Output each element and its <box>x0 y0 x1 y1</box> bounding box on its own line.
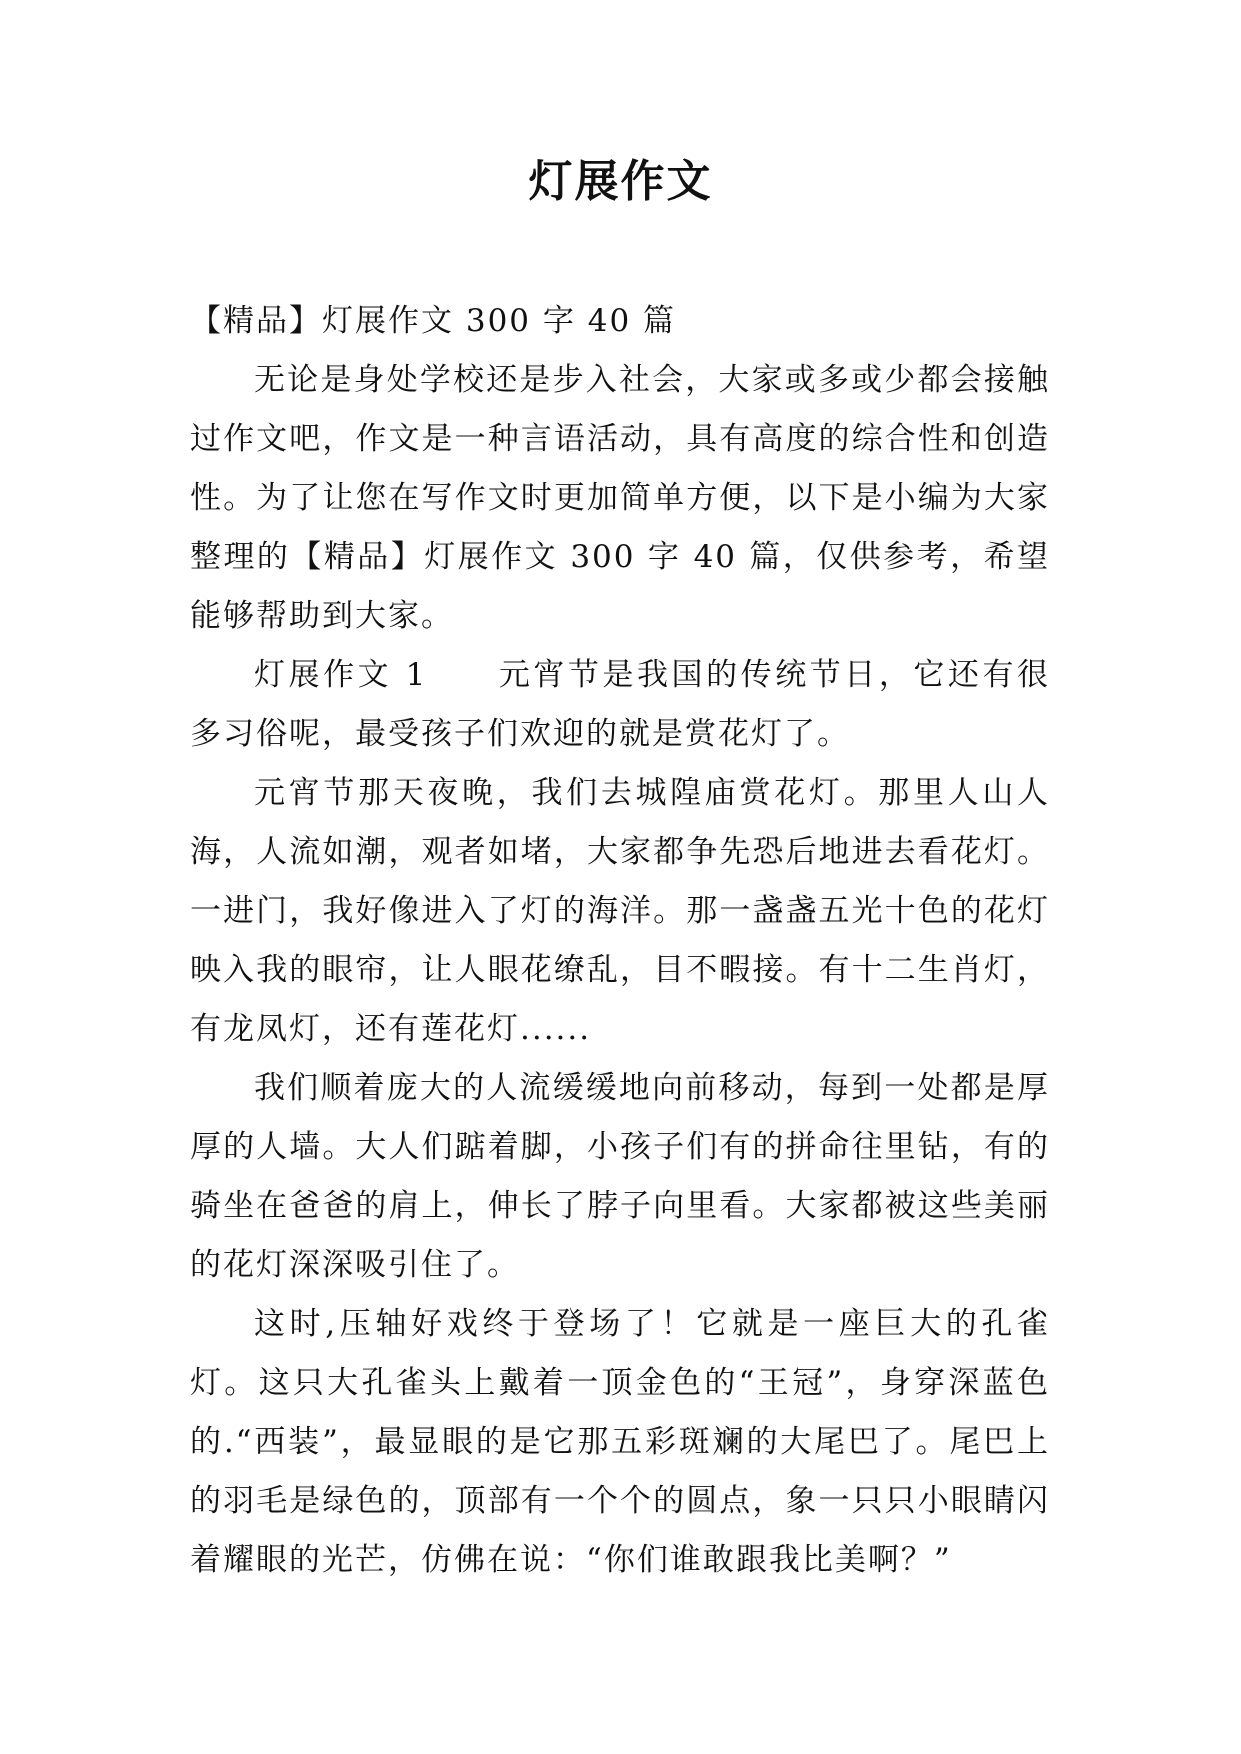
essay-1-paragraph-4: 这时,压轴好戏终于登场了！它就是一座巨大的孔雀灯。这只大孔雀头上戴着一顶金色的“王冠”，身穿深蓝色的.“西装”，最显眼的是它那五彩斑斓的大尾巴了。尾巴上的羽毛是绿色的，顶部有一个个的圆点，象一只只小眼睛闪着耀眼的光芒，仿佛在说：“你们谁敢跟我比美啊？” <box>190 1306 1050 1578</box>
intro-paragraph: 无论是身处学校还是步入社会，大家或多或少都会接触过作文吧，作文是一种言语活动，具有高度的综合性和创造性。为了让您在写作文时更加简单方便，以下是小编为大家整理的【精品】灯展作文 300 字 40 篇，仅供参考，希望能够帮助到大家。 <box>190 362 1050 634</box>
essay-1-first-paragraph <box>190 646 1050 764</box>
document-subtitle: 【精品】灯展作文 300 字 40 篇 <box>190 303 677 339</box>
essay-1-paragraph-3: 我们顺着庞大的人流缓缓地向前移动，每到一处都是厚厚的人墙。大人们踮着脚，小孩子们有的拼命往里钻，有的骑坐在爸爸的肩上，伸长了脖子向里看。大家都被这些美丽的花灯深深吸引住了。 <box>190 1070 1050 1283</box>
essay-1-heading: 灯展作文 1 <box>254 657 428 693</box>
essay-1-paragraph-1: 元宵节是我国的传统节日，它还有很多习俗呢，最受孩子们欢迎的就是赏花灯了。 <box>190 657 1050 752</box>
document-body <box>190 292 1050 1590</box>
essay-1-paragraph-2: 元宵节那天夜晚，我们去城隍庙赏花灯。那里人山人海，人流如潮，观者如堵，大家都争先恐后地进去看花灯。一进门，我好像进入了灯的海洋。那一盏盏五光十色的花灯映入我的眼帘，让人眼花缭乱，目不暇接。有十二生肖灯，有龙凤灯，还有莲花灯...... <box>190 775 1050 1047</box>
document-title: 灯展作文 <box>528 156 713 207</box>
